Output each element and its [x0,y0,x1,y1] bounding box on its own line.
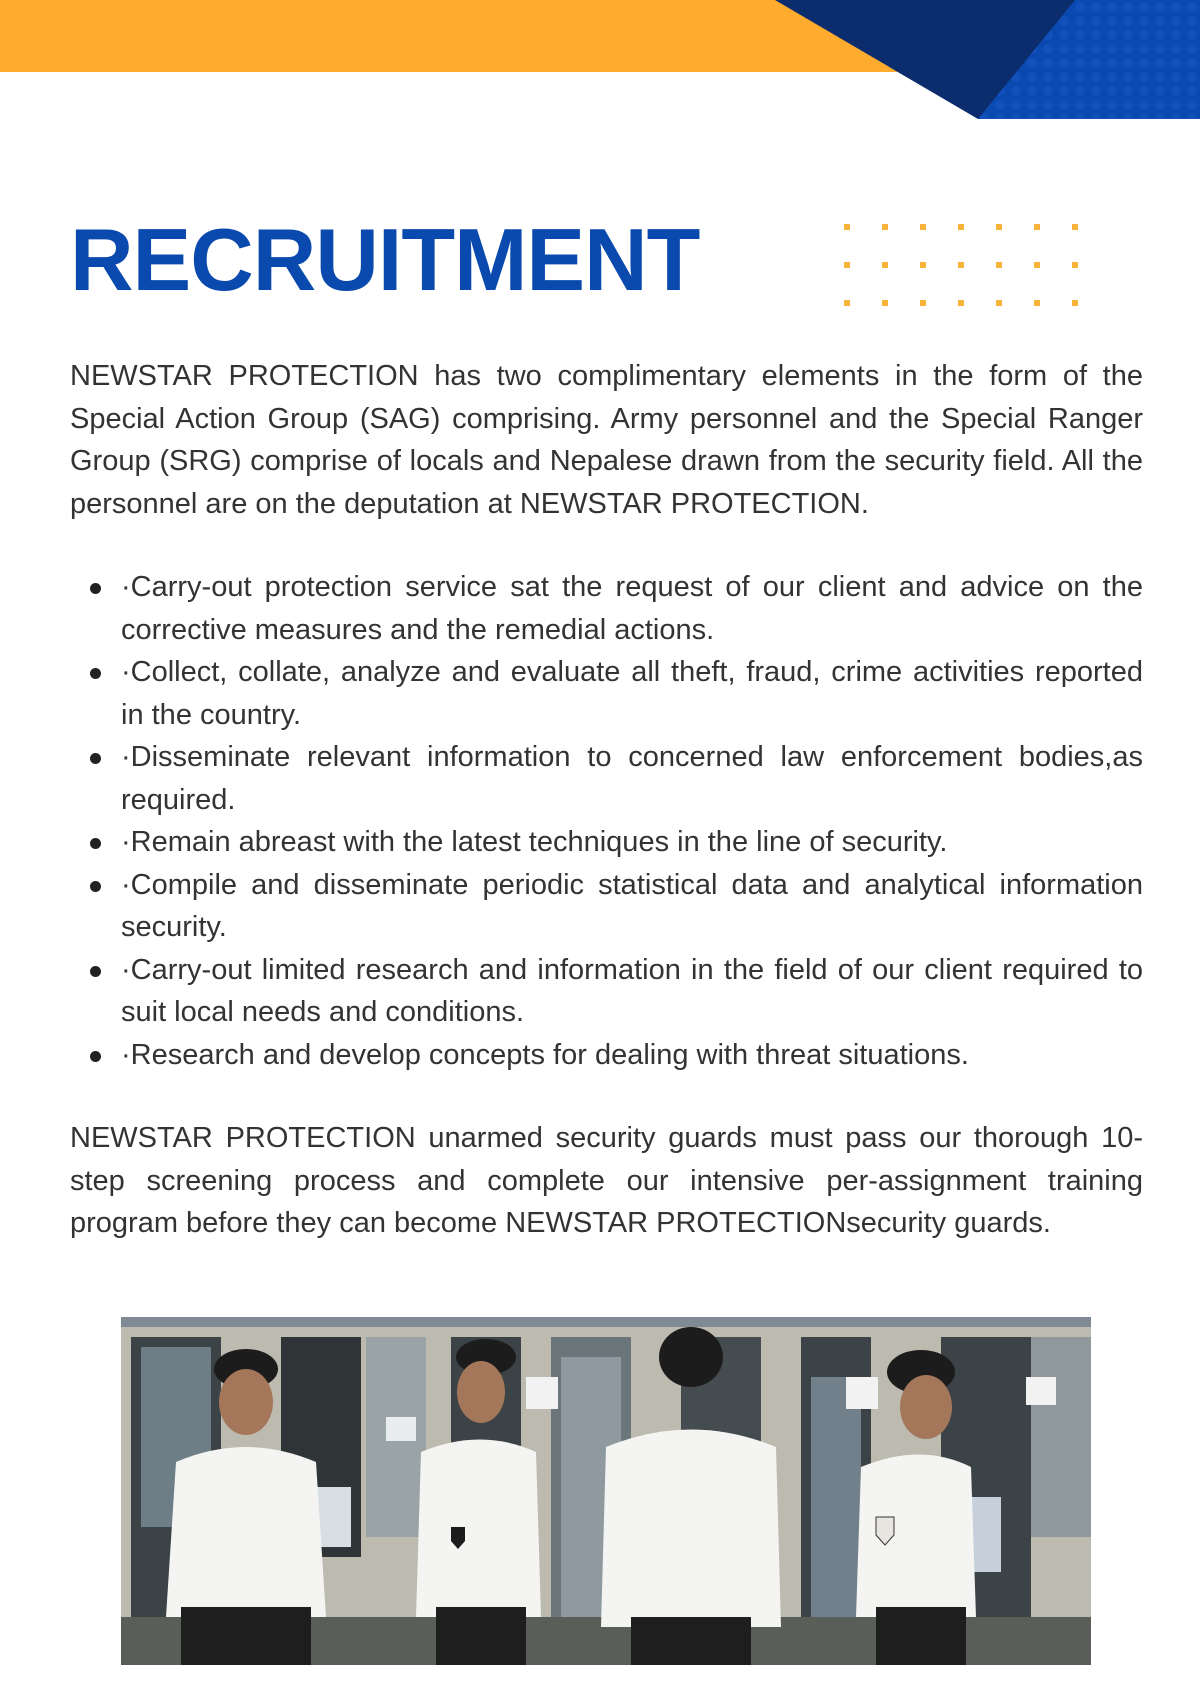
bullet-icon [90,838,101,849]
header-banner [0,0,1200,130]
list-item [70,566,1143,651]
list-item-text: ·Carry-out protection service sat the request of our client and advice on the corrective measures and the remedial actions. [121,571,1143,646]
list-item-text: ·Disseminate relevant information to concerned law enforcement bodies,as required. [121,741,1143,816]
list-item [70,1034,1143,1077]
list-item [70,651,1143,736]
list-item [70,821,1143,864]
bullet-icon [90,966,101,977]
page-title: RECRUITMENT [70,210,700,309]
bullet-icon [90,881,101,892]
responsibilities-list [70,566,1143,1076]
list-item-text: ·Carry-out limited research and information in the field of our client required to suit local needs and conditions. [121,953,1143,1028]
list-item [70,736,1143,821]
closing-paragraph: NEWSTAR PROTECTION unarmed security guards must pass our thorough 10-step screening process and complete our intensive per-assignment training program before they can become NEWSTAR PROTECTIONsecurity guards. [70,1122,1143,1239]
security-guards-photo [121,1317,1091,1665]
intro-paragraph: NEWSTAR PROTECTION has two complimentary elements in the form of the Special Action Group (SAG) comprising. Army personnel and the Special Ranger Group (SRG) comprise of locals and Nepalese drawn from the security field. All the personnel are on the deputation at NEWSTAR PROTECTION. [70,360,1143,520]
bullet-icon [90,668,101,679]
bullet-icon [90,583,101,594]
list-item [70,949,1143,1034]
photo-illustration [121,1317,1091,1665]
decorative-dot-grid [842,220,1082,310]
list-item [70,864,1143,949]
list-item-text: ·Research and develop concepts for dealing with threat situations. [121,1038,969,1071]
list-item-text: ·Remain abreast with the latest techniques in the line of security. [121,826,948,858]
list-item-text: ·Compile and disseminate periodic statistical data and analytical information security. [121,868,1143,943]
list-item-text: ·Collect, collate, analyze and evaluate all theft, fraud, crime activities reported in the country. [121,656,1143,731]
bullet-icon [90,1051,101,1062]
bullet-icon [90,753,101,764]
